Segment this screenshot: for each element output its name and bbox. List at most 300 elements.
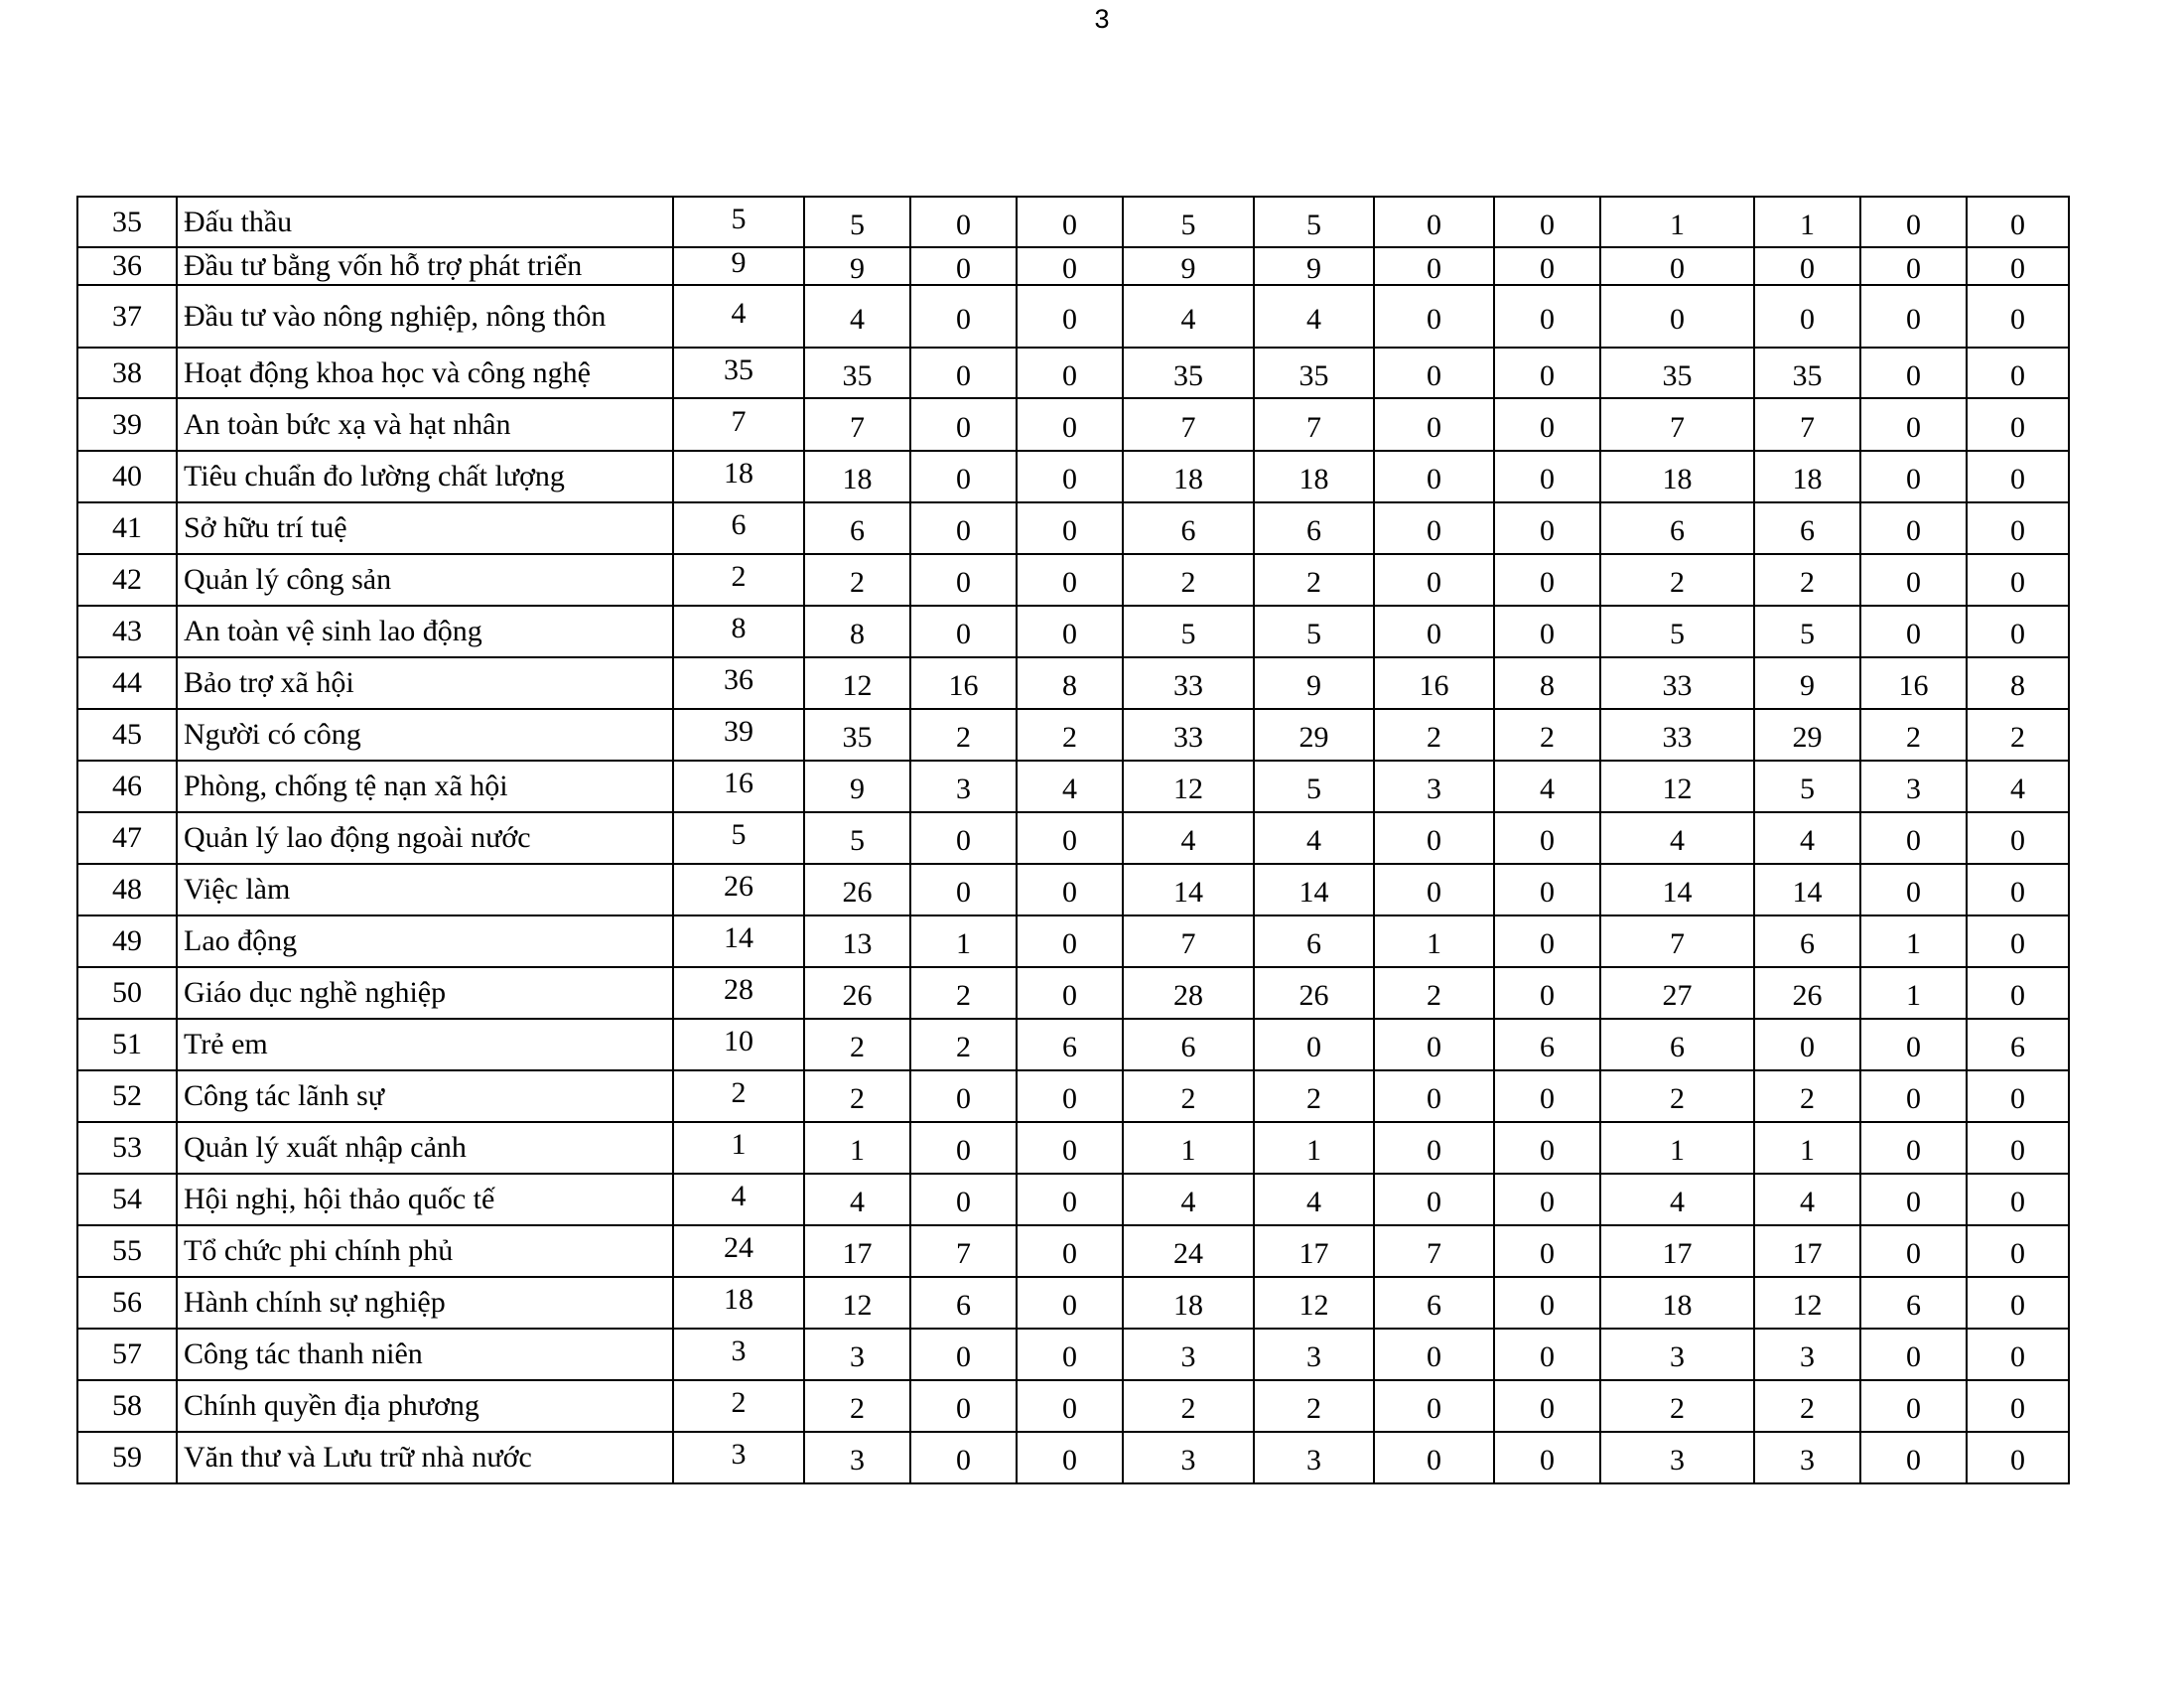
row-total-value: 3 <box>673 1432 804 1483</box>
row-value-4: 0 <box>1017 967 1123 1019</box>
table-row <box>77 915 2069 967</box>
row-value-7: 0 <box>1374 1174 1494 1225</box>
row-category-name: Người có công <box>177 709 673 761</box>
row-value-6: 5 <box>1254 761 1374 812</box>
row-number: 54 <box>77 1174 177 1225</box>
row-value-6: 9 <box>1254 247 1374 285</box>
row-number: 37 <box>77 285 177 348</box>
row-value-5: 6 <box>1123 502 1254 554</box>
row-value-9: 4 <box>1600 1174 1754 1225</box>
row-value-2: 2 <box>804 554 910 606</box>
row-value-7: 2 <box>1374 709 1494 761</box>
row-value-12: 0 <box>1967 285 2069 348</box>
row-value-7: 0 <box>1374 554 1494 606</box>
row-value-6: 14 <box>1254 864 1374 915</box>
row-category-name: Sở hữu trí tuệ <box>177 502 673 554</box>
row-value-11: 0 <box>1860 1329 1967 1380</box>
row-value-4: 0 <box>1017 197 1123 247</box>
row-value-11: 1 <box>1860 967 1967 1019</box>
row-category-name: Tổ chức phi chính phủ <box>177 1225 673 1277</box>
row-category-name: Chính quyền địa phương <box>177 1380 673 1432</box>
row-number: 57 <box>77 1329 177 1380</box>
table-body <box>77 197 2069 1483</box>
table-row <box>77 554 2069 606</box>
table-row <box>77 657 2069 709</box>
row-total-value: 3 <box>673 1329 804 1380</box>
row-value-9: 17 <box>1600 1225 1754 1277</box>
row-value-12: 0 <box>1967 1329 2069 1380</box>
row-category-name: Trẻ em <box>177 1019 673 1070</box>
row-value-8: 0 <box>1494 1070 1600 1122</box>
row-total-value: 2 <box>673 554 804 606</box>
row-value-7: 0 <box>1374 864 1494 915</box>
row-value-9: 2 <box>1600 1070 1754 1122</box>
row-total-value: 16 <box>673 761 804 812</box>
row-value-11: 0 <box>1860 348 1967 398</box>
row-value-6: 1 <box>1254 1122 1374 1174</box>
row-category-name: An toàn bức xạ và hạt nhân <box>177 398 673 451</box>
row-value-6: 26 <box>1254 967 1374 1019</box>
row-value-8: 0 <box>1494 1329 1600 1380</box>
row-value-11: 1 <box>1860 915 1967 967</box>
row-value-2: 35 <box>804 709 910 761</box>
row-value-12: 4 <box>1967 761 2069 812</box>
row-value-10: 9 <box>1754 657 1860 709</box>
row-value-11: 0 <box>1860 451 1967 502</box>
row-value-4: 0 <box>1017 864 1123 915</box>
row-value-8: 0 <box>1494 398 1600 451</box>
row-value-7: 0 <box>1374 247 1494 285</box>
row-value-10: 3 <box>1754 1329 1860 1380</box>
row-value-5: 33 <box>1123 657 1254 709</box>
row-value-8: 0 <box>1494 1277 1600 1329</box>
row-value-12: 0 <box>1967 197 2069 247</box>
row-value-8: 0 <box>1494 502 1600 554</box>
row-value-5: 35 <box>1123 348 1254 398</box>
row-value-3: 1 <box>910 915 1017 967</box>
table-row <box>77 247 2069 285</box>
row-value-9: 35 <box>1600 348 1754 398</box>
row-value-11: 0 <box>1860 502 1967 554</box>
row-value-12: 0 <box>1967 398 2069 451</box>
row-value-9: 12 <box>1600 761 1754 812</box>
row-value-9: 5 <box>1600 606 1754 657</box>
row-value-3: 3 <box>910 761 1017 812</box>
row-value-10: 0 <box>1754 247 1860 285</box>
row-value-11: 16 <box>1860 657 1967 709</box>
row-value-4: 0 <box>1017 1174 1123 1225</box>
row-value-8: 0 <box>1494 554 1600 606</box>
row-value-5: 2 <box>1123 554 1254 606</box>
row-number: 47 <box>77 812 177 864</box>
row-value-4: 0 <box>1017 554 1123 606</box>
row-value-4: 8 <box>1017 657 1123 709</box>
row-value-12: 0 <box>1967 247 2069 285</box>
row-value-5: 33 <box>1123 709 1254 761</box>
row-value-9: 3 <box>1600 1432 1754 1483</box>
row-value-2: 12 <box>804 1277 910 1329</box>
row-value-8: 4 <box>1494 761 1600 812</box>
row-value-2: 35 <box>804 348 910 398</box>
row-value-3: 0 <box>910 247 1017 285</box>
row-category-name: Đầu tư bằng vốn hỗ trợ phát triển <box>177 247 673 285</box>
row-value-5: 2 <box>1123 1380 1254 1432</box>
table-row <box>77 1380 2069 1432</box>
table-row <box>77 197 2069 247</box>
row-value-11: 0 <box>1860 812 1967 864</box>
row-value-4: 0 <box>1017 1329 1123 1380</box>
row-value-9: 33 <box>1600 657 1754 709</box>
row-value-10: 6 <box>1754 915 1860 967</box>
row-value-8: 2 <box>1494 709 1600 761</box>
row-value-5: 4 <box>1123 285 1254 348</box>
row-value-5: 18 <box>1123 1277 1254 1329</box>
row-value-11: 0 <box>1860 1225 1967 1277</box>
row-number: 56 <box>77 1277 177 1329</box>
row-category-name: Quản lý công sản <box>177 554 673 606</box>
row-value-4: 0 <box>1017 247 1123 285</box>
row-value-3: 7 <box>910 1225 1017 1277</box>
row-value-3: 0 <box>910 812 1017 864</box>
row-value-4: 0 <box>1017 398 1123 451</box>
row-value-9: 0 <box>1600 285 1754 348</box>
row-value-3: 0 <box>910 1174 1017 1225</box>
row-value-11: 2 <box>1860 709 1967 761</box>
row-value-6: 6 <box>1254 915 1374 967</box>
row-value-3: 0 <box>910 1329 1017 1380</box>
row-value-11: 0 <box>1860 247 1967 285</box>
row-value-2: 1 <box>804 1122 910 1174</box>
row-number: 51 <box>77 1019 177 1070</box>
row-value-8: 0 <box>1494 1122 1600 1174</box>
row-value-8: 0 <box>1494 812 1600 864</box>
row-value-3: 6 <box>910 1277 1017 1329</box>
row-category-name: Việc làm <box>177 864 673 915</box>
table-row <box>77 812 2069 864</box>
row-value-6: 0 <box>1254 1019 1374 1070</box>
row-value-6: 4 <box>1254 1174 1374 1225</box>
row-total-value: 28 <box>673 967 804 1019</box>
row-value-8: 0 <box>1494 247 1600 285</box>
row-value-12: 0 <box>1967 554 2069 606</box>
row-total-value: 4 <box>673 285 804 348</box>
row-category-name: Hội nghị, hội thảo quốc tế <box>177 1174 673 1225</box>
row-value-11: 0 <box>1860 1174 1967 1225</box>
row-value-10: 6 <box>1754 502 1860 554</box>
row-value-11: 0 <box>1860 197 1967 247</box>
row-value-12: 0 <box>1967 451 2069 502</box>
row-category-name: Công tác lãnh sự <box>177 1070 673 1122</box>
row-number: 50 <box>77 967 177 1019</box>
row-value-12: 6 <box>1967 1019 2069 1070</box>
row-value-5: 4 <box>1123 812 1254 864</box>
row-value-11: 0 <box>1860 554 1967 606</box>
row-value-7: 0 <box>1374 197 1494 247</box>
row-value-12: 0 <box>1967 864 2069 915</box>
row-value-3: 0 <box>910 1380 1017 1432</box>
row-value-7: 16 <box>1374 657 1494 709</box>
row-value-5: 14 <box>1123 864 1254 915</box>
row-value-10: 4 <box>1754 812 1860 864</box>
row-value-10: 4 <box>1754 1174 1860 1225</box>
row-number: 41 <box>77 502 177 554</box>
table-row <box>77 1174 2069 1225</box>
row-total-value: 6 <box>673 502 804 554</box>
row-value-9: 18 <box>1600 1277 1754 1329</box>
row-category-name: Phòng, chống tệ nạn xã hội <box>177 761 673 812</box>
row-category-name: Hành chính sự nghiệp <box>177 1277 673 1329</box>
row-value-12: 0 <box>1967 1070 2069 1122</box>
row-value-8: 0 <box>1494 606 1600 657</box>
row-value-10: 7 <box>1754 398 1860 451</box>
row-number: 42 <box>77 554 177 606</box>
row-value-5: 2 <box>1123 1070 1254 1122</box>
table-row <box>77 1070 2069 1122</box>
row-value-10: 14 <box>1754 864 1860 915</box>
row-total-value: 8 <box>673 606 804 657</box>
row-value-4: 0 <box>1017 285 1123 348</box>
row-value-2: 7 <box>804 398 910 451</box>
table-row <box>77 1432 2069 1483</box>
row-value-10: 1 <box>1754 1122 1860 1174</box>
row-value-4: 0 <box>1017 1070 1123 1122</box>
row-number: 58 <box>77 1380 177 1432</box>
row-value-9: 1 <box>1600 1122 1754 1174</box>
row-value-10: 2 <box>1754 554 1860 606</box>
row-value-11: 0 <box>1860 1122 1967 1174</box>
row-value-3: 2 <box>910 967 1017 1019</box>
row-number: 38 <box>77 348 177 398</box>
row-value-12: 0 <box>1967 348 2069 398</box>
row-value-6: 4 <box>1254 285 1374 348</box>
row-value-6: 3 <box>1254 1432 1374 1483</box>
row-total-value: 36 <box>673 657 804 709</box>
row-value-10: 5 <box>1754 761 1860 812</box>
row-category-name: Đấu thầu <box>177 197 673 247</box>
row-value-8: 0 <box>1494 1225 1600 1277</box>
row-category-name: An toàn vệ sinh lao động <box>177 606 673 657</box>
row-value-2: 5 <box>804 812 910 864</box>
row-value-8: 0 <box>1494 1432 1600 1483</box>
row-value-10: 1 <box>1754 197 1860 247</box>
row-value-7: 0 <box>1374 812 1494 864</box>
row-value-8: 0 <box>1494 967 1600 1019</box>
row-value-7: 0 <box>1374 1019 1494 1070</box>
row-value-11: 0 <box>1860 864 1967 915</box>
row-value-6: 12 <box>1254 1277 1374 1329</box>
row-category-name: Văn thư và Lưu trữ nhà nước <box>177 1432 673 1483</box>
row-value-4: 0 <box>1017 812 1123 864</box>
row-value-3: 0 <box>910 1122 1017 1174</box>
row-value-12: 0 <box>1967 1122 2069 1174</box>
table-row <box>77 606 2069 657</box>
table-row <box>77 1277 2069 1329</box>
row-value-6: 7 <box>1254 398 1374 451</box>
row-value-12: 2 <box>1967 709 2069 761</box>
row-category-name: Đầu tư vào nông nghiệp, nông thôn <box>177 285 673 348</box>
row-category-name: Tiêu chuẩn đo lường chất lượng <box>177 451 673 502</box>
row-value-3: 16 <box>910 657 1017 709</box>
row-value-7: 0 <box>1374 502 1494 554</box>
row-value-11: 0 <box>1860 1070 1967 1122</box>
row-value-6: 29 <box>1254 709 1374 761</box>
row-number: 53 <box>77 1122 177 1174</box>
row-value-4: 0 <box>1017 1225 1123 1277</box>
row-value-11: 3 <box>1860 761 1967 812</box>
row-value-2: 8 <box>804 606 910 657</box>
row-value-8: 0 <box>1494 1174 1600 1225</box>
row-value-12: 0 <box>1967 1432 2069 1483</box>
row-number: 40 <box>77 451 177 502</box>
row-value-2: 26 <box>804 967 910 1019</box>
table-row <box>77 502 2069 554</box>
row-value-2: 3 <box>804 1329 910 1380</box>
row-value-2: 5 <box>804 197 910 247</box>
row-total-value: 18 <box>673 1277 804 1329</box>
row-value-3: 0 <box>910 398 1017 451</box>
row-value-6: 17 <box>1254 1225 1374 1277</box>
row-value-10: 0 <box>1754 285 1860 348</box>
row-category-name: Bảo trợ xã hội <box>177 657 673 709</box>
row-value-3: 2 <box>910 709 1017 761</box>
row-value-12: 0 <box>1967 1174 2069 1225</box>
row-value-6: 2 <box>1254 1070 1374 1122</box>
row-value-5: 18 <box>1123 451 1254 502</box>
statistics-table <box>76 196 2070 1484</box>
row-number: 43 <box>77 606 177 657</box>
row-value-7: 0 <box>1374 398 1494 451</box>
row-value-3: 0 <box>910 1070 1017 1122</box>
row-total-value: 1 <box>673 1122 804 1174</box>
row-total-value: 26 <box>673 864 804 915</box>
row-value-12: 0 <box>1967 1225 2069 1277</box>
row-value-7: 0 <box>1374 285 1494 348</box>
row-value-8: 8 <box>1494 657 1600 709</box>
row-value-4: 0 <box>1017 1122 1123 1174</box>
row-value-9: 6 <box>1600 502 1754 554</box>
row-value-11: 0 <box>1860 285 1967 348</box>
row-value-4: 0 <box>1017 1432 1123 1483</box>
row-value-7: 7 <box>1374 1225 1494 1277</box>
table-row <box>77 864 2069 915</box>
row-value-7: 0 <box>1374 451 1494 502</box>
row-value-10: 3 <box>1754 1432 1860 1483</box>
row-number: 39 <box>77 398 177 451</box>
row-total-value: 39 <box>673 709 804 761</box>
row-value-5: 3 <box>1123 1432 1254 1483</box>
row-value-4: 6 <box>1017 1019 1123 1070</box>
row-value-7: 0 <box>1374 1432 1494 1483</box>
row-total-value: 4 <box>673 1174 804 1225</box>
table-row <box>77 285 2069 348</box>
row-value-4: 0 <box>1017 1380 1123 1432</box>
row-number: 46 <box>77 761 177 812</box>
row-number: 59 <box>77 1432 177 1483</box>
row-total-value: 10 <box>673 1019 804 1070</box>
row-value-5: 3 <box>1123 1329 1254 1380</box>
row-category-name: Quản lý lao động ngoài nước <box>177 812 673 864</box>
row-value-5: 7 <box>1123 915 1254 967</box>
row-value-9: 7 <box>1600 915 1754 967</box>
row-value-10: 12 <box>1754 1277 1860 1329</box>
row-value-10: 18 <box>1754 451 1860 502</box>
row-value-2: 9 <box>804 247 910 285</box>
row-value-10: 2 <box>1754 1380 1860 1432</box>
row-value-12: 0 <box>1967 1380 2069 1432</box>
row-number: 49 <box>77 915 177 967</box>
row-value-7: 1 <box>1374 915 1494 967</box>
row-value-9: 14 <box>1600 864 1754 915</box>
row-value-9: 2 <box>1600 1380 1754 1432</box>
row-value-8: 0 <box>1494 348 1600 398</box>
row-total-value: 18 <box>673 451 804 502</box>
row-value-3: 0 <box>910 1432 1017 1483</box>
row-value-3: 0 <box>910 606 1017 657</box>
row-value-11: 0 <box>1860 606 1967 657</box>
row-value-3: 0 <box>910 554 1017 606</box>
row-value-2: 3 <box>804 1432 910 1483</box>
row-category-name: Hoạt động khoa học và công nghệ <box>177 348 673 398</box>
row-category-name: Quản lý xuất nhập cảnh <box>177 1122 673 1174</box>
row-value-3: 0 <box>910 285 1017 348</box>
row-total-value: 2 <box>673 1380 804 1432</box>
row-value-6: 2 <box>1254 1380 1374 1432</box>
row-value-2: 18 <box>804 451 910 502</box>
row-value-11: 0 <box>1860 1432 1967 1483</box>
row-value-3: 0 <box>910 864 1017 915</box>
row-total-value: 24 <box>673 1225 804 1277</box>
row-number: 35 <box>77 197 177 247</box>
row-value-7: 0 <box>1374 606 1494 657</box>
row-value-9: 0 <box>1600 247 1754 285</box>
row-value-2: 13 <box>804 915 910 967</box>
row-value-4: 0 <box>1017 1277 1123 1329</box>
table-row <box>77 967 2069 1019</box>
row-value-5: 7 <box>1123 398 1254 451</box>
table-row <box>77 1225 2069 1277</box>
row-value-2: 2 <box>804 1380 910 1432</box>
row-value-7: 0 <box>1374 348 1494 398</box>
row-value-9: 7 <box>1600 398 1754 451</box>
row-total-value: 5 <box>673 197 804 247</box>
row-value-3: 2 <box>910 1019 1017 1070</box>
row-value-5: 28 <box>1123 967 1254 1019</box>
row-value-12: 0 <box>1967 812 2069 864</box>
row-value-10: 26 <box>1754 967 1860 1019</box>
row-value-4: 0 <box>1017 915 1123 967</box>
row-value-2: 2 <box>804 1070 910 1122</box>
row-total-value: 9 <box>673 247 804 285</box>
row-value-11: 0 <box>1860 1380 1967 1432</box>
row-value-5: 12 <box>1123 761 1254 812</box>
row-value-10: 5 <box>1754 606 1860 657</box>
row-value-2: 2 <box>804 1019 910 1070</box>
table-row <box>77 398 2069 451</box>
row-number: 52 <box>77 1070 177 1122</box>
row-value-12: 0 <box>1967 967 2069 1019</box>
row-value-7: 0 <box>1374 1122 1494 1174</box>
row-value-8: 0 <box>1494 451 1600 502</box>
row-value-10: 17 <box>1754 1225 1860 1277</box>
row-value-5: 4 <box>1123 1174 1254 1225</box>
row-value-5: 9 <box>1123 247 1254 285</box>
row-value-2: 17 <box>804 1225 910 1277</box>
row-value-4: 0 <box>1017 606 1123 657</box>
row-value-8: 6 <box>1494 1019 1600 1070</box>
row-value-8: 0 <box>1494 915 1600 967</box>
row-value-9: 1 <box>1600 197 1754 247</box>
table-row <box>77 348 2069 398</box>
